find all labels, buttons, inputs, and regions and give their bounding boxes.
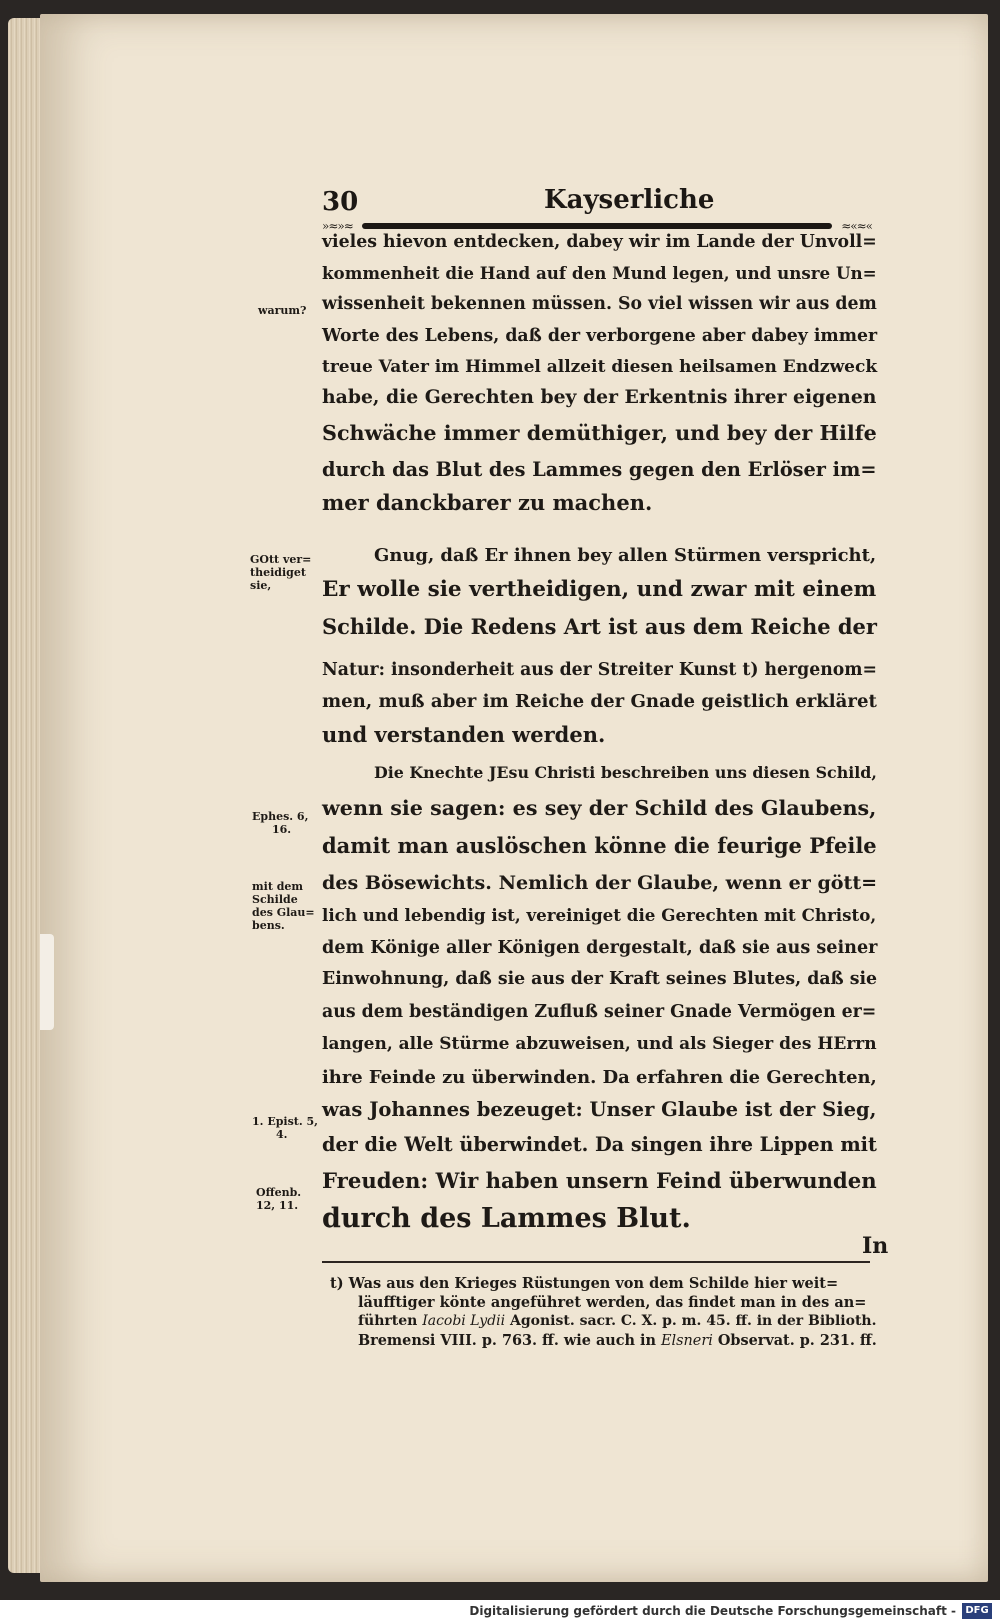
footnote-author: Elsneri [661, 1333, 713, 1349]
text-line: damit man auslöschen könne die feurige Pfeile [322, 833, 877, 858]
text-line: was Johannes bezeuget: Unser Glaube ist der Sieg, [322, 1098, 877, 1121]
ornament-right-icon: ≈«≈« [841, 219, 872, 233]
text-line: Er wolle sie vertheidigen, und zwar mit einem [322, 577, 877, 602]
text-line: Worte des Lebens, daß der verborgene aber dabey immer [322, 326, 878, 346]
text-line: Schilde. Die Redens Art ist aus dem Reiche der [322, 614, 877, 639]
footnote-line [358, 1313, 876, 1329]
text-line: ihre Feinde zu überwinden. Da erfahren die Gerechten, [322, 1067, 877, 1088]
margin-note-text: mit dem [252, 880, 304, 893]
ornament-left-icon: »≈»≈ [322, 219, 353, 233]
text-line: men, muß aber im Reiche der Gnade geistlich erkläret [322, 691, 877, 712]
margin-note-text: 12, 11. [256, 1199, 299, 1212]
footnote-text: Agonist. sacr. C. X. p. m. 45. ff. in der Biblioth. [509, 1313, 877, 1329]
margin-note-text: 16. [272, 823, 292, 836]
running-head [322, 183, 902, 219]
text-line: dem Könige aller Königen dergestalt, daß sie aus seiner [322, 937, 878, 958]
margin-note-warum [258, 304, 306, 317]
text-line: Die Knechte JEsu Christi beschreiben uns diesen Schild, [374, 763, 877, 782]
margin-note-text: Schilde [252, 893, 298, 906]
text-line: kommenheit die Hand auf den Mund legen, und unsre Un= [322, 263, 877, 283]
margin-note-mitdem [252, 880, 315, 932]
text-line: aus dem beständigen Zufluß seiner Gnade Vermögen er= [322, 1002, 877, 1022]
footer-credit: Digitalisierung gefördert durch die Deutsche Forschungsgemeinschaft - [469, 1604, 956, 1618]
margin-note-offenb [256, 1186, 301, 1212]
footnote-text: Bremensi VIII. p. 763. ff. wie auch in [358, 1332, 656, 1349]
margin-note-text: sie, [250, 579, 272, 592]
text-line: Einwohnung, daß sie aus der Kraft seines Blutes, daß sie [322, 969, 878, 989]
margin-note-text: warum? [258, 304, 307, 317]
page-clip [40, 934, 54, 1030]
margin-note-epist [252, 1115, 318, 1141]
page-number: 30 [322, 187, 359, 217]
text-line: Schwäche immer demüthiger, und bey der Hilfe [322, 421, 877, 445]
text-line: durch das Blut des Lammes gegen den Erlöser im= [322, 458, 877, 481]
margin-note-text: 1. Epist. 5, [252, 1115, 318, 1128]
margin-note-text: theidiget [250, 566, 306, 579]
text-line: Gnug, daß Er ihnen bey allen Stürmen verspricht, [374, 545, 877, 566]
catchword: In [862, 1233, 889, 1259]
footer-bar [0, 1600, 1000, 1623]
text-line: langen, alle Stürme abzuweisen, und als Sieger des HErrn [322, 1034, 877, 1054]
head-rule-bar [362, 223, 832, 229]
footnote-author: Iacobi Lydii [422, 1313, 506, 1329]
footnote-line: läufftiger könte angeführet werden, das findet man in des an= [358, 1294, 867, 1311]
text-line: habe, die Gerechten bey der Erkentnis ihrer eigenen [322, 386, 877, 408]
text-line: treue Vater im Himmel allzeit diesen heilsamen Endzweck [322, 357, 878, 377]
footnote-rule [322, 1261, 870, 1263]
margin-note-text: Ephes. 6, [252, 810, 309, 823]
margin-note-gott [250, 553, 311, 592]
footnote-text: Observat. p. 231. ff. [717, 1332, 877, 1349]
text-line: und verstanden werden. [322, 722, 606, 747]
footnote-line [358, 1332, 877, 1349]
text-line: wissenheit bekennen müssen. So viel wissen wir aus dem [322, 294, 877, 314]
text-line: lich und lebendig ist, vereiniget die Gerechten mit Christo, [322, 905, 877, 925]
footnote-text: führten [358, 1313, 418, 1329]
text-line: Natur: insonderheit aus der Streiter Kunst t) hergenom= [322, 660, 877, 680]
running-title: Kayserliche [544, 185, 715, 215]
footnote-line: t) Was aus den Krieges Rüstungen von dem Schilde hier weit= [330, 1275, 839, 1292]
margin-note-text: des Glau= [252, 906, 315, 919]
book-page-edges [8, 18, 44, 1573]
margin-note-text: 4. [276, 1128, 288, 1141]
text-line: des Bösewichts. Nemlich der Glaube, wenn er gött= [322, 872, 878, 894]
margin-note-text: GOtt ver= [250, 553, 312, 566]
text-line: durch des Lammes Blut. [322, 1203, 691, 1234]
text-line: vieles hievon entdecken, dabey wir im Lande der Unvoll= [322, 232, 877, 252]
text-line: Freuden: Wir haben unsern Feind überwunden [322, 1168, 877, 1193]
margin-note-text: Offenb. [256, 1186, 302, 1199]
head-rule-ornament [322, 219, 872, 233]
text-line: der die Welt überwindet. Da singen ihre Lippen mit [322, 1133, 877, 1156]
margin-note-text: bens. [252, 919, 285, 932]
dfg-logo-icon: DFG [962, 1603, 992, 1619]
margin-note-ephes [252, 810, 308, 836]
text-line: mer danckbarer zu machen. [322, 490, 653, 515]
text-line: wenn sie sagen: es sey der Schild des Glaubens, [322, 796, 877, 820]
